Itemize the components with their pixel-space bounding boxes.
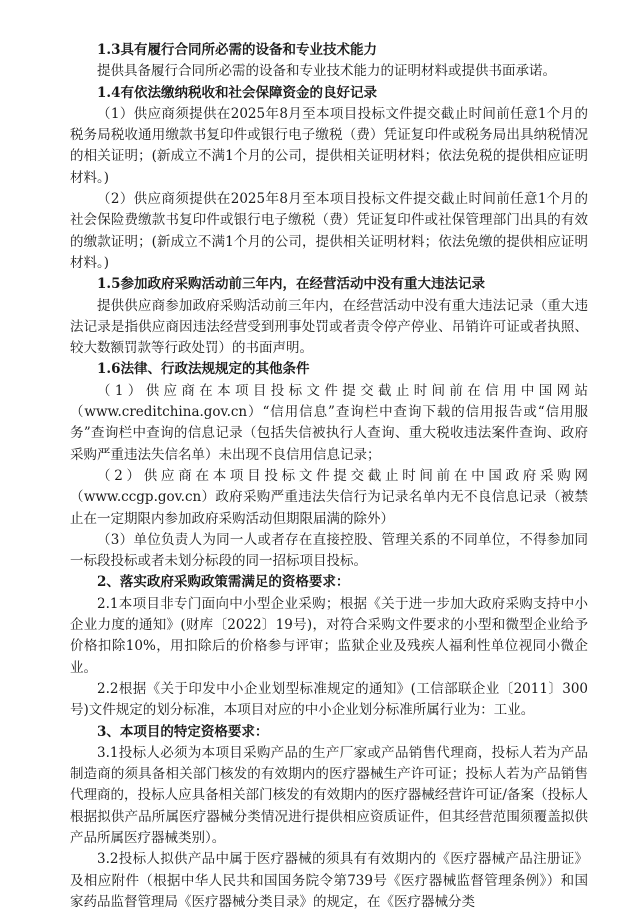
- section-heading-2: 2、落实政府采购政策需满足的资格要求：: [97, 574, 350, 591]
- paragraph-1-6-item-1: （1）供应商在本项目投标文件提交截止时间前在信用中国网站（www.creditchina.gov.cn）“信用信息”查询栏中查询下载的信用报告或“信用服务”查询栏中查询的信息记录（包括失信被执行人查询、重大税收违法案件查询、政府采购严重违法失信名单）未出现不良信用信息记录；: [70, 382, 588, 463]
- section-heading-3: 3、本项目的特定资格要求：: [97, 723, 269, 740]
- paragraph-3-2: 3.2投标人拟供产品中属于医疗器械的须具有有效期内的《医疗器械产品注册证》及相应附件（根据中华人民共和国国务院令第739号《医疗器械监督管理条例》）和国家药品监督管理局《医疗器械分类目录》的规定，在《医疗器械分类: [70, 851, 588, 910]
- paragraph-2-1: 2.1本项目非专门面向中小型企业采购；根据《关于进一步加大政府采购支持中小企业力度的通知》(财库〔2022〕19号)，对符合采购文件要求的小型和微型企业给予价格扣除10%，用扣除后的价格参与评审；监狱企业及残疾人福利性单位视同小微企业。: [70, 595, 588, 676]
- paragraph-1-3-body: 提供具备履行合同所必需的设备和专业技术能力的证明材料或提供书面承诺。: [97, 63, 556, 80]
- paragraph-3-1: 3.1投标人必须为本项目采购产品的生产厂家或产品销售代理商，投标人若为产品制造商的须具备相关部门核发的有效期内的医疗器械生产许可证；投标人若为产品销售代理商的，投标人应具备相关部门核发的有效期内的医疗器械经营许可证/备案（投标人根据拟供产品所属医疗器械分类情况进行提供相应资质证件，但其经营范围须覆盖拟供产品所属医疗器械类别）。: [70, 744, 588, 846]
- section-heading-1-3: 1.3具有履行合同所必需的设备和专业技术能力: [97, 42, 377, 58]
- paragraph-1-5-body: 提供供应商参加政府采购活动前三年内，在经营活动中没有重大违法记录（重大违法记录是指供应商因违法经营受到刑事处罚或者责令停产停业、吊销许可证或者执照、较大数额罚款等行政处罚）的书面声明。: [70, 297, 588, 357]
- paragraph-1-6-item-3: （3）单位负责人为同一人或者存在直接控股、管理关系的不同单位，不得参加同一标段投标或者未划分标段的同一招标项目投标。: [70, 531, 588, 570]
- paragraph-1-6-item-2: （2）供应商在本项目投标文件提交截止时间前在中国政府采购网（www.ccgp.gov.cn）政府采购严重违法失信行为记录名单内无不良信息记录（被禁止在一定期限内参加政府采购活动但期限届满的除外）: [70, 467, 588, 527]
- section-heading-1-6: 1.6法律、行政法规规定的其他条件: [97, 361, 310, 378]
- document-page: [70, 40, 588, 913]
- section-heading-1-5: 1.5参加政府采购活动前三年内，在经营活动中没有重大违法记录: [97, 276, 485, 293]
- section-heading-1-4: 1.4有依法缴纳税收和社会保障资金的良好记录: [97, 84, 377, 101]
- paragraph-2-2: 2.2根据《关于印发中小企业划型标准规定的通知》(工信部联企业〔2011〕300号)文件规定的划分标准，本项目对应的中小企业划分标准所属行业为：工业。: [70, 680, 588, 719]
- paragraph-1-4-item-1: （1）供应商须提供在2025年8月至本项目投标文件提交截止时间前任意1个月的税务局税收通用缴款书复印件或银行电子缴税（费）凭证复印件或税务局出具纳税情况的相关证明；(新成立不满1个月的公司，提供相关证明材料；依法免税的提供相应证明材料。): [70, 105, 588, 186]
- paragraph-1-4-item-2: （2）供应商须提供在2025年8月至本项目投标文件提交截止时间前任意1个月的社会保险费缴款书复印件或银行电子缴税（费）凭证复印件或社保管理部门出具的有效的缴款证明；(新成立不满1个月的公司，提供相关证明材料；依法免缴的提供相应证明材料。): [70, 191, 588, 271]
